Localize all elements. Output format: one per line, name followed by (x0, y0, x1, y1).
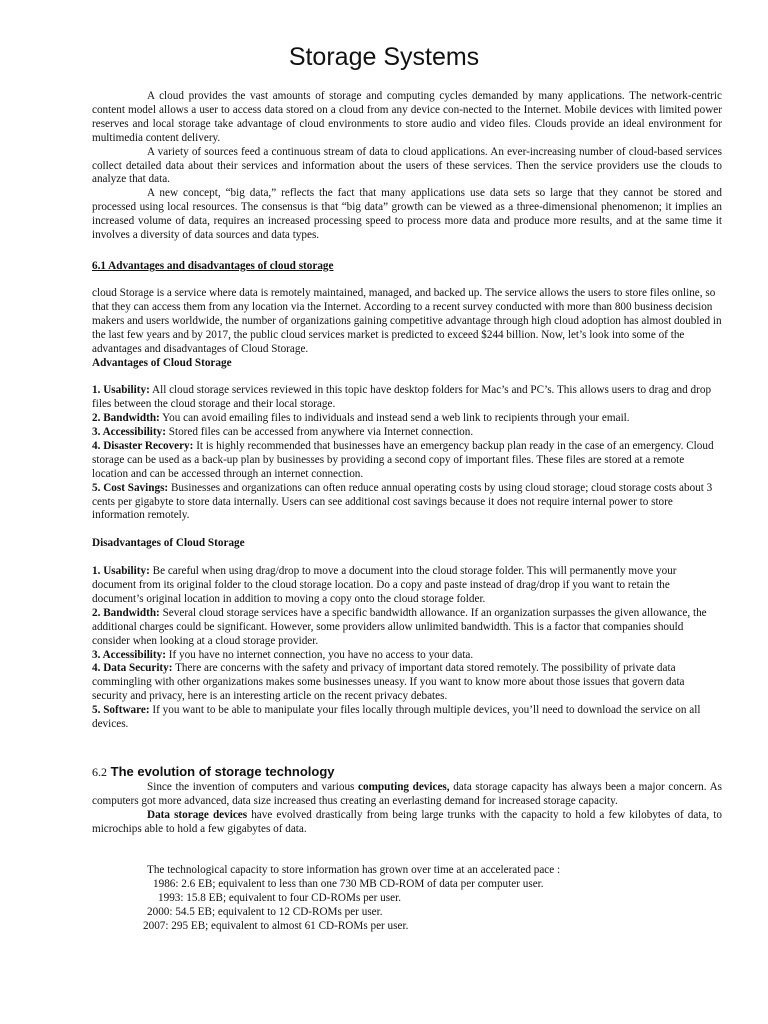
advantage-item: 1. Usability: All cloud storage services reviewed in this topic have desktop folders for Mac’s and PC’s. This allows users to drag and drop files between the cloud storage and their local storage. (92, 384, 712, 411)
intro-paragraph-1: A cloud provides the vast amounts of storage and computing cycles demanded by many applications. The network-centric content model allows a user to access data stored on a cloud from any device con-nected to the Internet. Mobile devices with limited power reserves and local storage take advantage of cloud environments to store audio and video files. Clouds provide an ideal environment for multimedia content delivery. (92, 90, 722, 144)
capacity-item: 1986: 2.6 EB; equivalent to less than one 730 MB CD-ROM of data per computer user. (153, 877, 544, 890)
disadvantages-heading: Disadvantages of Cloud Storage (92, 537, 245, 550)
intro-section (92, 90, 722, 243)
document-title: Storage Systems (288, 43, 480, 71)
disadvantage-item: 3. Accessibility: If you have no internet connection, you have no access to your data. (92, 648, 474, 661)
section-6-2-heading (92, 764, 722, 780)
disadvantage-item: 1. Usability: Be careful when using drag/drop to move a document into the cloud storage folder. This will permanently move your document from its original folder to the cloud storage location. Do a copy and paste instead of drag/drop if you want to retain the document’s original location in addition to moving a copy onto the cloud storage folder. (92, 565, 677, 605)
section-6-1-heading (92, 260, 722, 274)
advantage-item: 4. Disaster Recovery: It is highly recommended that businesses have an emergency backup plan ready in the case of an emergency. Cloud storage can be used as a back-up plan by businesses by providing a second copy of important files. These files are stored at a remote location and can be accessed through an internet connection. (92, 439, 714, 480)
disadvantage-item: 4. Data Security: There are concerns with the safety and privacy of important data stored remotely. The possibility of private data commingling with other organizations makes some businesses uneasy. If you want to know more about those issues that govern data security and privacy, here is an interesting article on the recent privacy debates. (92, 662, 685, 703)
advantage-item: 3. Accessibility: Stored files can be accessed from anywhere via Internet connection. (92, 426, 474, 439)
disadvantage-item: 5. Software: If you want to be able to manipulate your files locally through multiple devices, you’ll need to download the service on all devices. (92, 704, 701, 731)
section-heading: 6.1 Advantages and disadvantages of cloud storage (92, 260, 334, 272)
capacity-item: 2000: 54.5 EB; equivalent to 12 CD-ROMs per user. (147, 905, 383, 918)
advantages-heading: Advantages of Cloud Storage (92, 356, 232, 369)
capacity-intro: The technological capacity to store information has grown over time at an accelerated pace : (147, 864, 561, 876)
section-number: 6.2 (92, 765, 107, 779)
section-heading: The evolution of storage technology (110, 764, 335, 779)
section-6-2-body (92, 781, 722, 837)
capacity-item: 2007: 295 EB; equivalent to almost 61 CD-ROMs per user. (143, 919, 409, 932)
advantage-item: 2. Bandwidth: You can avoid emailing files to individuals and instead send a web link to recipients through your email. (92, 412, 630, 425)
evolution-paragraph-2: Data storage devices have evolved drastically from being large trunks with the capacity to hold a few kilobytes of data, to microchips able to hold a few gigabytes of data. (92, 808, 722, 835)
intro-paragraph-2: A variety of sources feed a continuous stream of data to cloud applications. An ever-increasing number of cloud-based services collect detailed data about their services and information about the users of these services. Then the service providers use the clouds to analyze that data. (92, 145, 722, 186)
disadvantage-item: 2. Bandwidth: Several cloud storage services have a specific bandwidth allowance. If an organization surpasses the given allowance, the additional charges could be significant. However, some providers allow unlimited bandwidth. This is a factor that companies should consider when looking at a cloud storage provider. (92, 606, 707, 647)
section-6-1-body (92, 287, 722, 732)
cloud-storage-paragraph: cloud Storage is a service where data is remotely maintained, managed, and backed up. The service allows the users to store files online, so that they can access them from any location via the Internet. According to a recent survey conducted with more than 800 business decision makers and users worldwide, the number of organizations gaining competitive advantage through high cloud adoption has almost doubled in the last few years and by 2017, the public cloud services market is predicted to exceed $244 billion. Now, let’s look into some of the advantages and disadvantages of Cloud Storage. (92, 287, 722, 355)
capacity-list (143, 864, 707, 934)
capacity-item: 1993: 15.8 EB; equivalent to four CD-ROMs per user. (158, 891, 401, 904)
intro-paragraph-3: A new concept, “big data,” reflects the fact that many applications use data sets so large that they cannot be stored and processed using local resources. The consensus is that “big data” growth can be viewed as a three-dimensional phenomenon; it implies an increased volume of data, requires an increased processing speed to process more data and produce more results, and at the same time it involves a diversity of data sources and data types. (92, 187, 722, 242)
evolution-paragraph-1: Since the invention of computers and various computing devices, data storage capacity has always been a major concern. As computers got more advanced, data size increased thus creating an everlasting demand for increased storage capacity. (92, 781, 722, 807)
advantage-item: 5. Cost Savings: Businesses and organizations can often reduce annual operating costs by using cloud storage; cloud storage costs about 3 cents per gigabyte to store data internally. Users can see additional cost savings because it does not require internal power to store information remotely. (92, 481, 713, 522)
